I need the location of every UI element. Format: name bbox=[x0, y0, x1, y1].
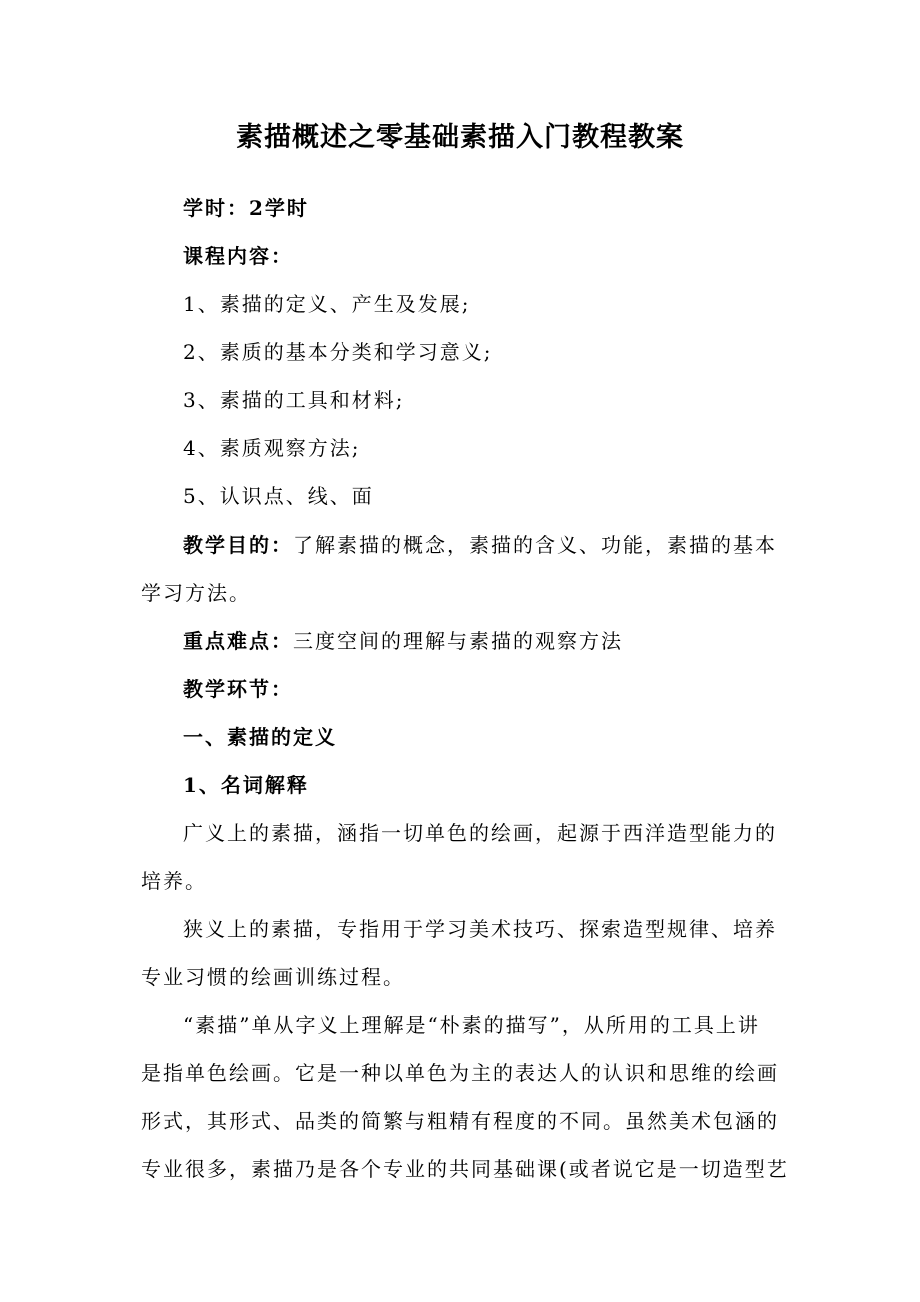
content-item-3: 3、素描的工具和材料; bbox=[183, 388, 405, 412]
steps-label: 教学环节： bbox=[183, 677, 293, 701]
key-label: 重点难点： bbox=[183, 629, 293, 653]
goal-line bbox=[183, 530, 777, 560]
paragraph-1-line-2: 培养。 bbox=[141, 869, 207, 893]
paragraph-2-line-1: 狭义上的素描，专指用于学习美术技巧、探索造型规律、培养 bbox=[183, 917, 777, 941]
goal-text-continued: 学习方法。 bbox=[141, 581, 251, 605]
content-item-1: 1、素描的定义、产生及发展; bbox=[183, 292, 471, 316]
paragraph-3-line-1: “素描”单从字义上理解是“朴素的描写”，从所用的工具上讲 bbox=[183, 1013, 760, 1037]
content-item-5: 5、认识点、线、面 bbox=[183, 484, 374, 508]
key-text: 三度空间的理解与素描的观察方法 bbox=[293, 629, 623, 653]
goal-text: 了解素描的概念，素描的含义、功能，素描的基本 bbox=[293, 533, 777, 557]
paragraph-3-line-2: 是指单色绘画。它是一种以单色为主的表达人的认识和思维的绘画 bbox=[141, 1061, 779, 1085]
paragraph-3-line-3: 形式，其形式、品类的简繁与粗精有程度的不同。虽然美术包涵的 bbox=[141, 1109, 779, 1133]
key-line bbox=[183, 626, 623, 656]
paragraph-2-line-2: 专业习惯的绘画训练过程。 bbox=[141, 965, 405, 989]
content-item-4: 4、素质观察方法; bbox=[183, 436, 361, 460]
paragraph-1-line-1: 广义上的素描，涵指一切单色的绘画，起源于西洋造型能力的 bbox=[183, 821, 777, 845]
section-heading-1: 一、素描的定义 bbox=[183, 725, 337, 749]
hours-value: 2学时 bbox=[249, 196, 309, 220]
document-title: 素描概述之零基础素描入门教程教案 bbox=[236, 122, 684, 153]
hours-label: 学时： bbox=[183, 196, 249, 220]
paragraph-3-line-4: 专业很多，素描乃是各个专业的共同基础课(或者说它是一切造型艺 bbox=[141, 1157, 789, 1181]
content-item-2: 2、素质的基本分类和学习意义; bbox=[183, 340, 493, 364]
hours-line bbox=[183, 193, 309, 223]
subsection-heading-1: 1、名词解释 bbox=[183, 773, 309, 797]
content-label: 课程内容： bbox=[183, 244, 293, 268]
goal-label: 教学目的： bbox=[183, 533, 293, 557]
